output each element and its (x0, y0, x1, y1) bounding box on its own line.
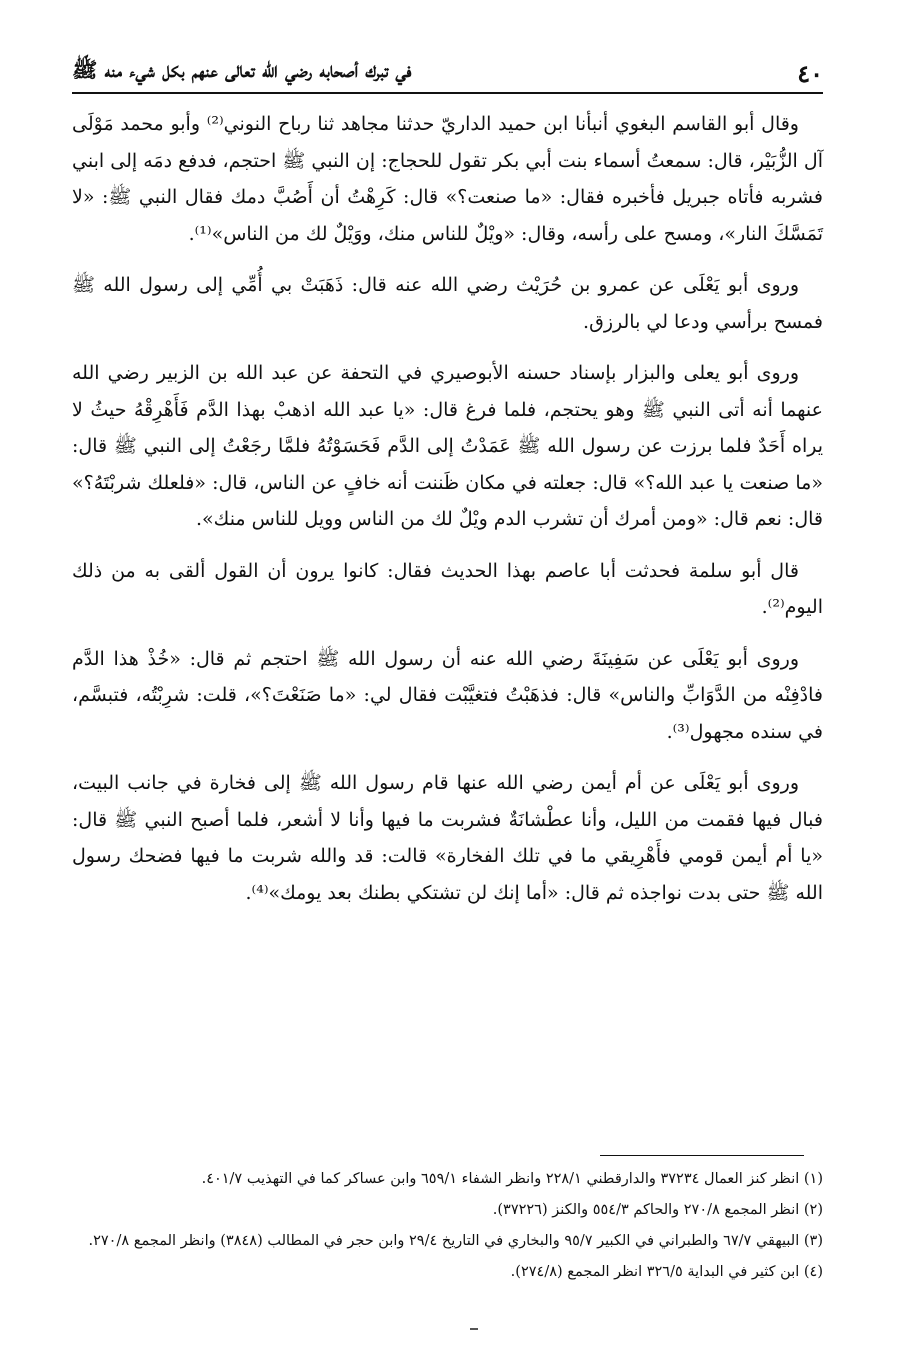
body-text (72, 106, 823, 926)
paragraph: وقال أبو القاسم البغوي أنبأنا ابن حميد الداريّ حدثنا مجاهد ثنا رباح النوني⁽²⁾ وأبو محمد مَوْلَى آل الزُّبَيْر، قال: سمعتُ أسماء بنت أبي بكر تقول للحجاج: إن النبي ﷺ احتجم، فدفع دمَه إلى ابني فشربه فأتاه جبريل فأخبره فقال: «ما صنعت؟» قال: كَرِهْتُ أن أَصُبَّ دمك فقال النبي ﷺ: «لا تَمَسَّكَ النار»، ومسح على رأسه، وقال: «ويْلٌ للناس منك، ووَيْلٌ لك من الناس»⁽¹⁾. (72, 113, 823, 245)
footnote-separator (600, 1155, 804, 1156)
page-number: ٤٠ (797, 59, 823, 88)
footnotes (72, 1166, 823, 1290)
running-title: في تبرك أصحابه رضي الله تعالى عنهم بكل شيء منه ﷺ (72, 57, 412, 82)
scan-mark (470, 1328, 478, 1330)
footnote: (٣) البيهقي ٦٧/٧ والطبراني في الكبير ٩٥/٧ والبخاري في التاريخ ٢٩/٤ وابن حجر في المطالب (٣٨٤٨) وانظر المجمع ٢٧٠/٨. (88, 1233, 823, 1249)
footnote: (٤) ابن كثير في البداية ٣٢٦/٥ انظر المجمع (٢٧٤/٨). (510, 1264, 823, 1280)
footnote: (٢) انظر المجمع ٢٧٠/٨ والحاكم ٥٥٤/٣ والكنز (٣٧٢٢٦). (492, 1202, 823, 1218)
paragraph: وروى أبو يَعْلَى عن عمرو بن حُرَيْث رضي الله عنه قال: ذَهَبَتْ بي أُمِّي إلى رسول الله ﷺ فمسح برأسي ودعا لي بالرزق. (72, 274, 823, 333)
paragraph: وروى أبو يعلى والبزار بإسناد حسنه الأبوصيري في التحفة عن عبد الله بن الزبير رضي الله عنهما أنه أتى النبي ﷺ وهو يحتجم، فلما فرغ قال: «يا عبد الله اذهبْ بهذا الدَّم فَأَهْرِقْهُ حيثُ لا يراه أَحَدٌ فلما برزت عن رسول الله ﷺ عَمَدْتُ إلى الدَّم فَحَسَوْتُهُ فلمَّا رجَعْتُ إلى النبي ﷺ قال: «ما صنعت يا عبد الله؟» قال: جعلته في مكان ظَننت أنه خافٍ عن الناس، قال: «فلعلك شربْتَهُ؟» قال: نعم قال: «ومن أمرك أن تشرب الدم ويْلٌ لك من الناس وويل للناس منك». (72, 362, 823, 530)
paragraph: قال أبو سلمة فحدثت أبا عاصم بهذا الحديث فقال: كانوا يرون أن القول ألقى به من ذلك اليوم⁽²⁾. (72, 559, 823, 618)
page-header (72, 48, 823, 94)
paragraph: وروى أبو يَعْلَى عن أم أيمن رضي الله عنها قام رسول الله ﷺ إلى فخارة في جانب البيت، فبال فيها فقمت من الليل، وأنا عطْشانَةٌ فشربت ما فيها وأنا لا أشعر، فلما أصبح النبي ﷺ قال: «يا أم أيمن قومي فأَهْرِيقي ما في تلك الفخارة» قالت: قد والله شربت ما فيها فضحك رسول الله ﷺ حتى بدت نواجذه ثم قال: «أما إنك لن تشتكي بطنك بعد يومك»⁽⁴⁾. (72, 772, 823, 904)
footnote: (١) انظر كنز العمال ٣٧٢٣٤ والدارقطني ٢٢٨/١ وانظر الشفاء ٦٥٩/١ وابن عساكر كما في التهذيب ٤٠١/٧. (201, 1171, 823, 1187)
paragraph: وروى أبو يَعْلَى عن سَفِينَةَ رضي الله عنه أن رسول الله ﷺ احتجم ثم قال: «خُذْ هذا الدَّم فادْفِنْه من الدَّوَابِّ والناس» قال: فذهَبْتُ فتغيَّبْت فقال لي: «ما صَنَعْتَ؟»، قلت: شرِبْتُه، فتبسَّم، في سنده مجهول⁽³⁾. (72, 647, 823, 743)
